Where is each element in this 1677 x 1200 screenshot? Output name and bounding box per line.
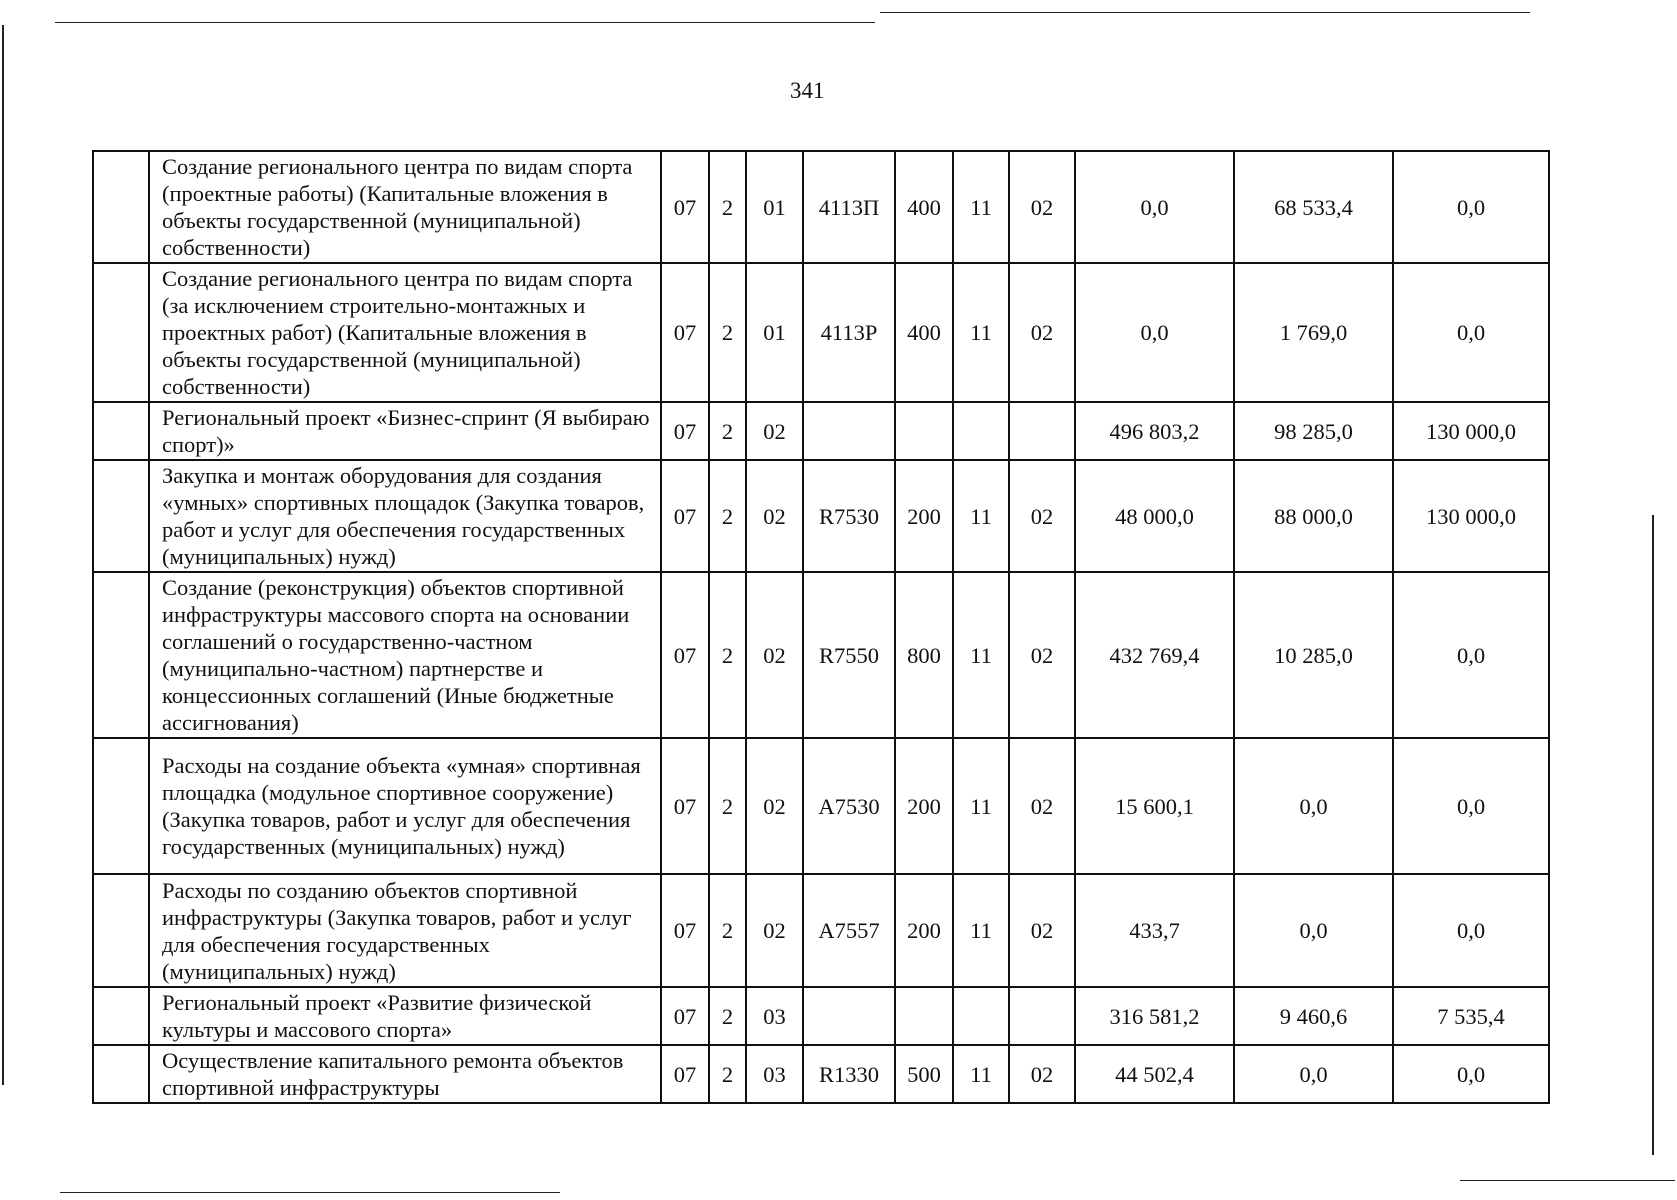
amount-year-2: 0,0 (1234, 874, 1393, 987)
amount-year-1: 15 600,1 (1075, 738, 1234, 874)
row-index-cell (93, 151, 149, 263)
row-description: Закупка и монтаж оборудования для создания «умных» спортивных площадок (Закупка товаров, работ и услуг для обеспечения государственных (муниципальных) нужд) (149, 460, 661, 572)
table-row (93, 874, 1549, 987)
code-subsection (1009, 402, 1075, 460)
amount-year-1: 44 502,4 (1075, 1045, 1234, 1103)
row-index-cell (93, 460, 149, 572)
table-row (93, 402, 1549, 460)
code-program: 2 (709, 460, 746, 572)
code-subprogram: 02 (746, 738, 803, 874)
amount-year-3: 0,0 (1393, 151, 1549, 263)
code-chapter: 11 (953, 263, 1009, 402)
code-subsection: 02 (1009, 874, 1075, 987)
code-expense-type (895, 987, 953, 1045)
code-section: 07 (661, 987, 709, 1045)
table-row (93, 460, 1549, 572)
amount-year-3: 130 000,0 (1393, 460, 1549, 572)
row-description: Осуществление капитального ремонта объектов спортивной инфраструктуры (149, 1045, 661, 1103)
amount-year-2: 0,0 (1234, 738, 1393, 874)
table-row (93, 572, 1549, 738)
code-subsection: 02 (1009, 460, 1075, 572)
amount-year-1: 496 803,2 (1075, 402, 1234, 460)
code-direction: А7530 (803, 738, 895, 874)
code-program: 2 (709, 987, 746, 1045)
row-description: Расходы на создание объекта «умная» спортивная площадка (модульное спортивное сооружение) (Закупка товаров, работ и услуг для обеспечения государственных (муниципальных) нужд) (149, 738, 661, 874)
code-subprogram: 01 (746, 263, 803, 402)
code-subprogram: 01 (746, 151, 803, 263)
code-program: 2 (709, 402, 746, 460)
amount-year-2: 68 533,4 (1234, 151, 1393, 263)
code-direction: R7530 (803, 460, 895, 572)
row-description: Расходы по созданию объектов спортивной инфраструктуры (Закупка товаров, работ и услуг для обеспечения государственных (муниципальных) нужд) (149, 874, 661, 987)
code-chapter: 11 (953, 738, 1009, 874)
code-subprogram: 02 (746, 572, 803, 738)
code-subsection: 02 (1009, 572, 1075, 738)
row-index-cell (93, 874, 149, 987)
code-direction: 4113П (803, 151, 895, 263)
code-subsection (1009, 987, 1075, 1045)
row-index-cell (93, 572, 149, 738)
code-section: 07 (661, 263, 709, 402)
code-section: 07 (661, 460, 709, 572)
code-section: 07 (661, 874, 709, 987)
code-chapter: 11 (953, 460, 1009, 572)
code-subprogram: 03 (746, 987, 803, 1045)
amount-year-3: 0,0 (1393, 1045, 1549, 1103)
amount-year-3: 130 000,0 (1393, 402, 1549, 460)
table-row (93, 738, 1549, 874)
code-expense-type: 200 (895, 460, 953, 572)
amount-year-2: 1 769,0 (1234, 263, 1393, 402)
row-index-cell (93, 263, 149, 402)
code-direction: 4113Р (803, 263, 895, 402)
code-expense-type: 400 (895, 151, 953, 263)
row-index-cell (93, 1045, 149, 1103)
amount-year-3: 0,0 (1393, 263, 1549, 402)
code-chapter (953, 987, 1009, 1045)
code-chapter: 11 (953, 874, 1009, 987)
code-direction (803, 987, 895, 1045)
code-program: 2 (709, 1045, 746, 1103)
code-subsection: 02 (1009, 263, 1075, 402)
code-direction: R7550 (803, 572, 895, 738)
code-subsection: 02 (1009, 1045, 1075, 1103)
code-subprogram: 02 (746, 402, 803, 460)
amount-year-1: 48 000,0 (1075, 460, 1234, 572)
amount-year-3: 0,0 (1393, 874, 1549, 987)
code-chapter: 11 (953, 1045, 1009, 1103)
code-direction: R1330 (803, 1045, 895, 1103)
row-description: Создание (реконструкция) объектов спортивной инфраструктуры массового спорта на основании соглашений о государственно-частном (муниципально-частном) партнерстве и концессионных соглашений (Иные бюджетные ассигнования) (149, 572, 661, 738)
code-expense-type: 400 (895, 263, 953, 402)
code-direction (803, 402, 895, 460)
scan-edge-right (1652, 515, 1654, 1155)
code-program: 2 (709, 572, 746, 738)
amount-year-2: 88 000,0 (1234, 460, 1393, 572)
amount-year-2: 0,0 (1234, 1045, 1393, 1103)
code-expense-type: 500 (895, 1045, 953, 1103)
code-section: 07 (661, 1045, 709, 1103)
code-section: 07 (661, 738, 709, 874)
row-index-cell (93, 987, 149, 1045)
code-expense-type: 800 (895, 572, 953, 738)
code-subprogram: 02 (746, 874, 803, 987)
row-index-cell (93, 402, 149, 460)
code-subsection: 02 (1009, 151, 1075, 263)
amount-year-2: 98 285,0 (1234, 402, 1393, 460)
row-description: Создание регионального центра по видам спорта (проектные работы) (Капитальные вложения в объекты государственной (муниципальной) собственности) (149, 151, 661, 263)
row-description: Региональный проект «Бизнес-спринт (Я выбираю спорт)» (149, 402, 661, 460)
row-description: Региональный проект «Развитие физической культуры и массового спорта» (149, 987, 661, 1045)
code-program: 2 (709, 738, 746, 874)
code-subprogram: 02 (746, 460, 803, 572)
table-row (93, 987, 1549, 1045)
row-index-cell (93, 738, 149, 874)
budget-table (92, 150, 1550, 1104)
table-row (93, 1045, 1549, 1103)
amount-year-1: 0,0 (1075, 151, 1234, 263)
code-program: 2 (709, 263, 746, 402)
scan-edge-left (2, 25, 4, 1085)
code-chapter (953, 402, 1009, 460)
scan-edge-bottom-left (60, 1192, 560, 1193)
code-chapter: 11 (953, 572, 1009, 738)
amount-year-1: 316 581,2 (1075, 987, 1234, 1045)
amount-year-3: 7 535,4 (1393, 987, 1549, 1045)
row-description: Создание регионального центра по видам спорта (за исключением строительно-монтажных и проектных работ) (Капитальные вложения в объекты государственной (муниципальной) собственности) (149, 263, 661, 402)
amount-year-2: 9 460,6 (1234, 987, 1393, 1045)
code-program: 2 (709, 874, 746, 987)
code-expense-type (895, 402, 953, 460)
code-subprogram: 03 (746, 1045, 803, 1103)
amount-year-1: 432 769,4 (1075, 572, 1234, 738)
amount-year-3: 0,0 (1393, 738, 1549, 874)
code-section: 07 (661, 572, 709, 738)
amount-year-1: 433,7 (1075, 874, 1234, 987)
code-expense-type: 200 (895, 874, 953, 987)
page-number: 341 (790, 78, 825, 103)
code-program: 2 (709, 151, 746, 263)
scan-edge-top (55, 22, 875, 23)
code-expense-type: 200 (895, 738, 953, 874)
table-row (93, 151, 1549, 263)
scan-edge-bottom-right (1460, 1180, 1675, 1181)
amount-year-3: 0,0 (1393, 572, 1549, 738)
code-section: 07 (661, 402, 709, 460)
code-subsection: 02 (1009, 738, 1075, 874)
table-row (93, 263, 1549, 402)
amount-year-2: 10 285,0 (1234, 572, 1393, 738)
code-chapter: 11 (953, 151, 1009, 263)
code-direction: А7557 (803, 874, 895, 987)
scan-edge-top-right (880, 12, 1530, 13)
amount-year-1: 0,0 (1075, 263, 1234, 402)
code-section: 07 (661, 151, 709, 263)
